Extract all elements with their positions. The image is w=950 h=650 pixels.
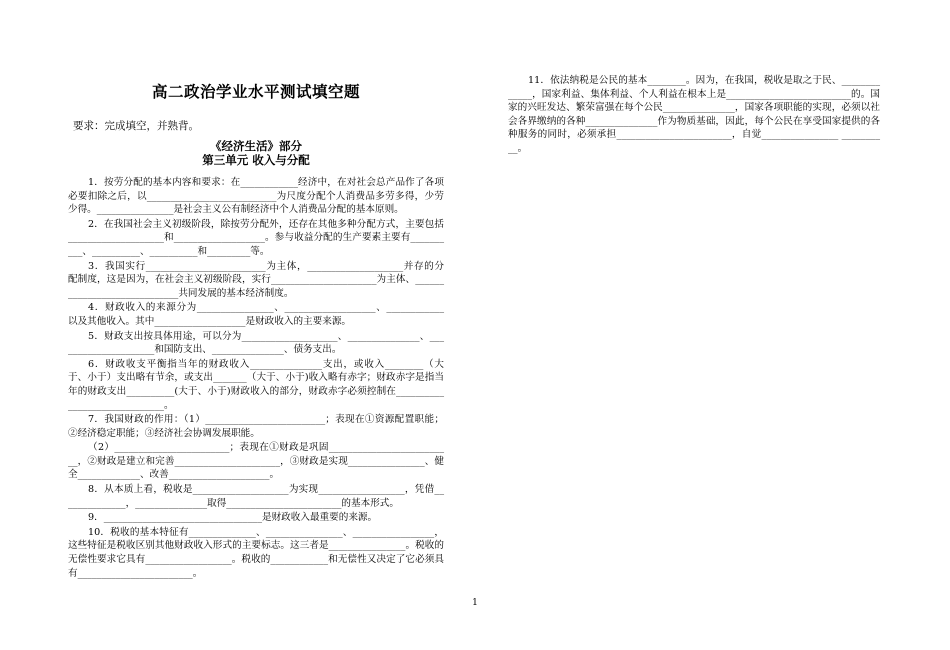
question-1: 1．按劳分配的基本内容和要求：在____________经济中，在对社会总产品作了各项必要扣除之后，以___________________________为尺度分配个人消费品多劳多得，少劳少得。________________是社会主义公有制经济中个人消费品分配的基本原则。 — [68, 177, 444, 216]
question-3: 3．我国实行_________________________为主体，____________________并存的分配制度，这是因为，在社会主义初级阶段，实行______________________为主体、_____________________________共同发展的基本经济制度。 — [68, 260, 444, 299]
question-4: 4．财政收入的来源分为________________、___________________、____________以及其他收入。其中___________________是财政收入的主要来源。 — [68, 302, 444, 327]
question-10: 10．税收的基本特征有______________、________________、_________________，这些特征是税收区别其他财政收入形式的主要标志。这三者是________________。税收的无偿性要求它具有__________________。税收的____________和无偿性又决定了它必须具有________________________。 — [68, 526, 444, 579]
page-title: 高二政治学业水平测试填空题 — [151, 82, 360, 101]
page-number: 1 — [472, 598, 478, 608]
question-7-part-2: （2）________________________；表现在①财政是巩固__________________________，②财政是建立和完善______________________，③财政是实现________________、健全_____________、改善_____________________。 — [68, 442, 444, 481]
unit-title: 第三单元 收入与分配 — [202, 153, 310, 167]
right-column — [508, 74, 880, 157]
question-2: 2．在我国社会主义初级阶段，除按劳分配外，还存在其他多种分配方式，主要包括____________________和___________________。参与收益分配的生产要素主要有__________、__________、__________和_________等。 — [68, 218, 444, 257]
question-6: 6．财政收支平衡指当年的财政收入_______________支出，或收入________（大于、小于）支出略有节余，或支出_______（大于、小于)收入略有赤字；财政赤字是指当年的财政支出__________(大于、小于)财政收入的部分，财政赤字必须控制在______________________________。 — [68, 358, 444, 411]
question-7-part-1: 7．我国财政的作用：（1）_________________________；表现在①资源配置职能；②经济稳定职能；③经济社会协调发展职能。 — [68, 414, 444, 439]
requirement-text: 要求：完成填空，并熟背。 — [73, 120, 199, 132]
left-column — [68, 78, 444, 581]
question-5: 5．财政支出按具体用途，可以分为____________________、_______________、_____________________和国防支出、_______________、债务支出。 — [68, 330, 444, 356]
question-8: 8．从本质上看，税收是____________________为实现__________________，凭借______________，_______________取得________________________的基本形式。 — [68, 484, 444, 509]
question-11: 11．依法纳税是公民的基本________。因为，在我国，税收是取之于民、_____________，国家利益、集体利益、个人利益在根本上是__________________________的。国家的兴旺发达、繁荣富强在每个公民_______________，国家各项职能的实现，必须以社会各界缴纳的各种_______________作为物质基础，因此，每个公民在享受国家提供的各种服务的同时，必须承担________________________，自觉________________ __________。 — [508, 75, 880, 154]
section-title: 《经济生活》部分 — [210, 139, 302, 153]
question-9: 9．_________________________________是财政收入最重要的来源。 — [88, 512, 378, 524]
